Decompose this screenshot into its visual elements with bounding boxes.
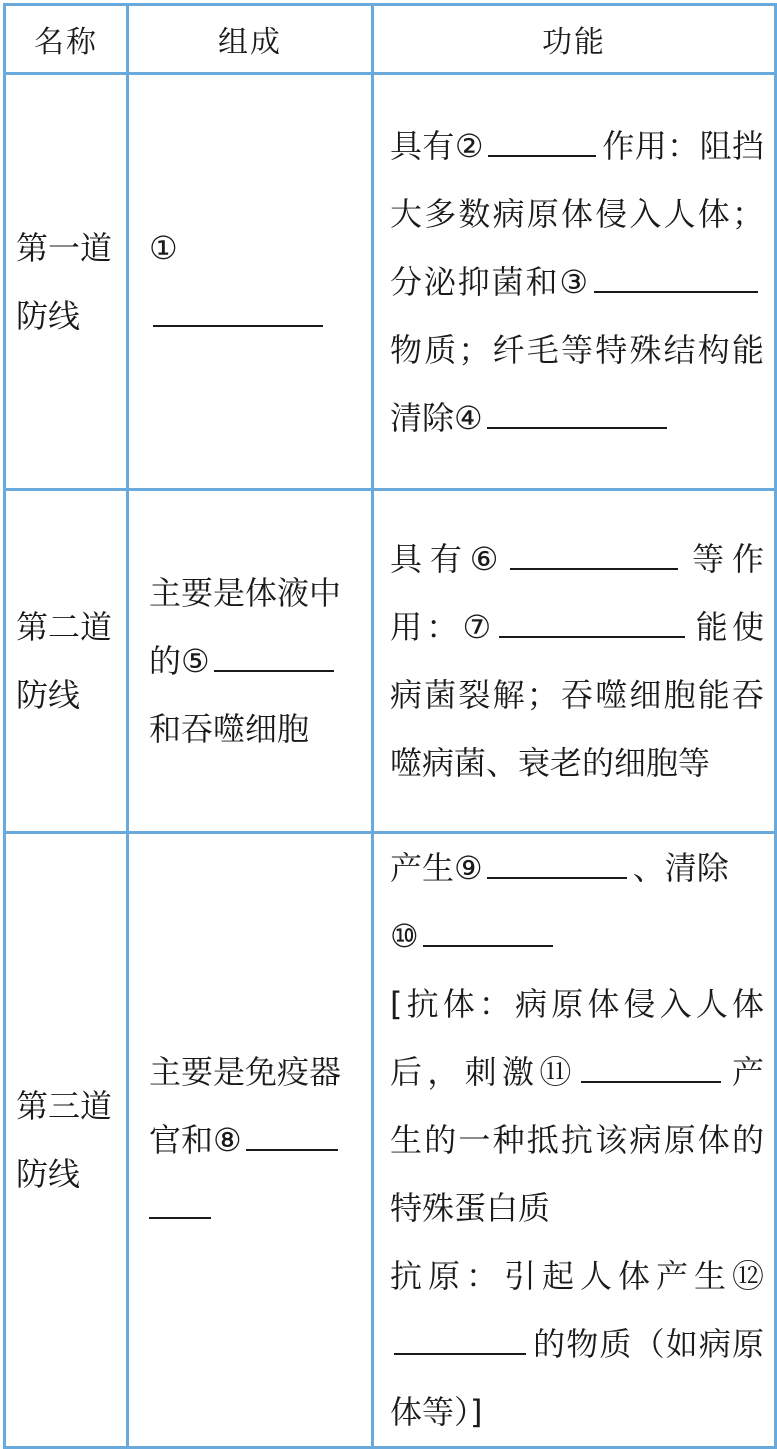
row1-function-cell <box>373 74 776 490</box>
defense-lines-table <box>3 3 777 1449</box>
header-composition: 组成 <box>128 5 373 74</box>
row3-func-p4: [抗体：病原体侵入人体后，刺激⑪ <box>390 985 764 1091</box>
row3-func-p5: 产生的一种抵抗该病原体的特殊蛋白质 <box>390 1053 764 1227</box>
row2-composition-cell <box>128 490 373 833</box>
row3-comp-text2: 官和⑧ <box>149 1121 242 1159</box>
row3-name-line2: 防线 <box>16 1155 81 1193</box>
row3-func-p3: ⑩ <box>390 917 419 955</box>
row1-func-p2: 作用：阻挡大多数病原体侵入人体；分泌抑菌和③ <box>390 126 764 301</box>
blank-4[interactable] <box>487 393 667 429</box>
row2-name-line1: 第二道 <box>16 608 113 646</box>
row2-func-p3: 能使病菌裂解；吞噬细胞能吞噬病菌、衰老的细胞等 <box>390 608 764 782</box>
row1-comp-text: ① <box>149 228 178 267</box>
header-name: 名称 <box>5 5 128 74</box>
row2-comp-line3: 和吞噬细胞 <box>149 710 310 748</box>
blank-9[interactable] <box>487 843 627 879</box>
row1-name-line1: 第一道 <box>16 228 113 267</box>
header-function: 功能 <box>373 5 776 74</box>
header-row <box>5 5 776 74</box>
row3-composition-cell <box>128 833 373 1448</box>
blank-1[interactable] <box>153 291 323 327</box>
row2-comp-line1: 主要是体液中 <box>149 574 342 612</box>
row2-func-p2: 等作用：⑦ <box>390 540 764 646</box>
blank-6[interactable] <box>510 534 678 570</box>
row3-func-p2: 、清除 <box>632 849 729 887</box>
row3-func-p1: 产生⑨ <box>390 849 483 887</box>
row1-name-line2: 防线 <box>16 296 81 335</box>
blank-10[interactable] <box>423 911 553 947</box>
row3-name-line1: 第三道 <box>16 1087 113 1125</box>
row2-comp-line2 <box>149 627 357 695</box>
table-row <box>5 74 776 490</box>
blank-2[interactable] <box>488 121 596 157</box>
blank-3[interactable] <box>594 257 758 293</box>
row3-function-cell <box>373 833 776 1448</box>
blank-5[interactable] <box>214 636 334 672</box>
table-row <box>5 490 776 833</box>
blank-7[interactable] <box>499 602 685 638</box>
blank-8a[interactable] <box>246 1115 338 1151</box>
row2-func-p1: 具有⑥ <box>390 540 507 578</box>
row3-func-p7: 的物质（如病原体等）] <box>390 1325 764 1431</box>
blank-12[interactable] <box>394 1319 526 1355</box>
row3-comp-line1: 主要是免疫器 <box>149 1053 342 1091</box>
row1-name-cell <box>5 74 128 490</box>
row1-func-p3: 物质；纤毛等特殊结构能清除④ <box>390 330 764 437</box>
row2-function-cell <box>373 490 776 833</box>
blank-11[interactable] <box>581 1047 721 1083</box>
row3-func-p6: 抗原：引起人体产生⑫ <box>390 1257 764 1295</box>
row1-func-p1: 具有② <box>390 126 484 165</box>
row1-composition-cell <box>128 74 373 490</box>
row2-name-cell <box>5 490 128 833</box>
row2-comp-text2: 的⑤ <box>149 642 210 680</box>
table-row <box>5 833 776 1448</box>
row3-name-cell <box>5 833 128 1448</box>
row2-name-line2: 防线 <box>16 676 81 714</box>
blank-8b[interactable] <box>149 1183 211 1219</box>
